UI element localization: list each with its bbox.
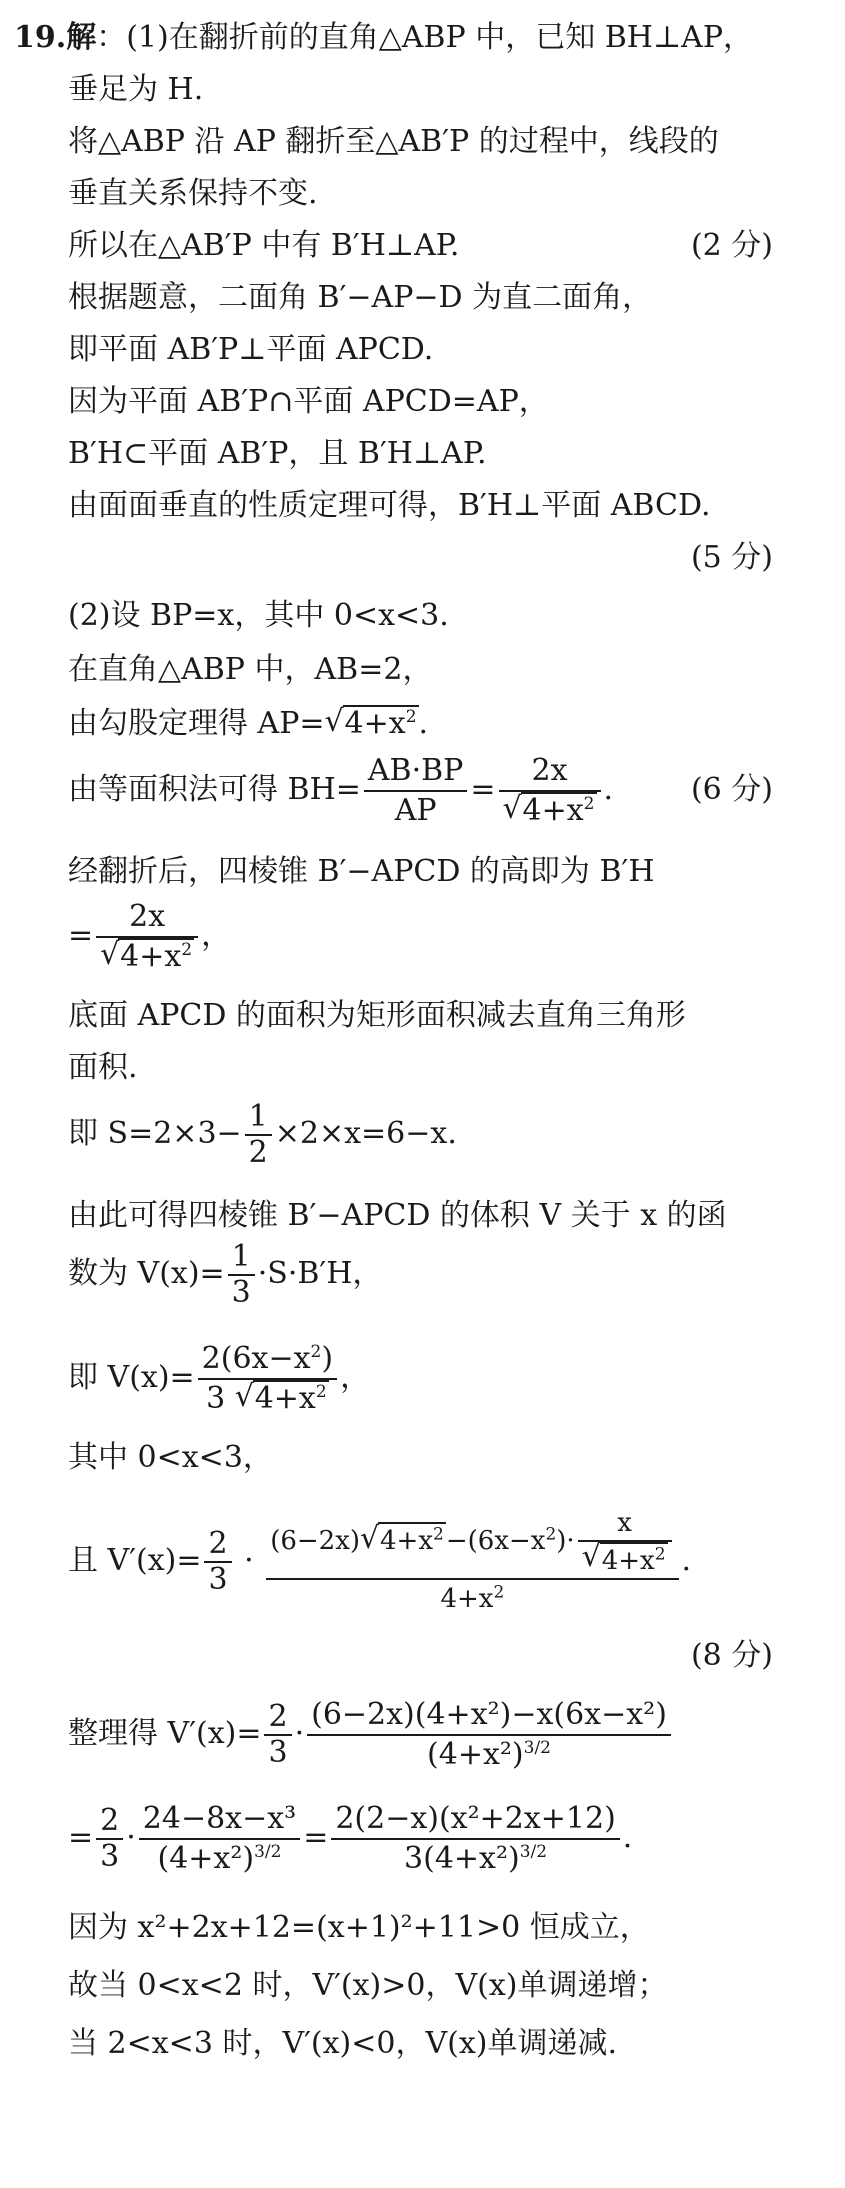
text: 整理得 V′(x)= [68, 1716, 262, 1751]
denominator-coefficient: 3 [206, 1381, 226, 1416]
text: 即 S=2×3− [68, 1116, 242, 1151]
denominator: (4+x²) [157, 1841, 255, 1876]
denominator: 3 [268, 1735, 288, 1770]
sqrt-expression: √ $4+x^2$ [100, 938, 194, 976]
text: 所以在△AB′P 中有 B′H⊥AP. [68, 228, 460, 263]
height-formula-line: = 2x √ $4+x^2$ ， [68, 898, 773, 978]
denominator: 4+x [440, 1584, 494, 1614]
equals: = [68, 918, 94, 953]
area-formula-line [68, 1100, 773, 1180]
radicand: 4+x [254, 1381, 316, 1416]
exponent: 3/2 [519, 1842, 548, 1862]
text-line: 由此可得四棱锥 B′−APCD 的体积 V 关于 x 的函 [68, 1198, 727, 1233]
text-line: 因为 x²+2x+12=(x+1)²+11>0 恒成立， [68, 1910, 650, 1945]
text-line: 垂足为 H. [68, 72, 204, 107]
text-line: B′H⊂平面 AB′P，且 B′H⊥AP. [68, 436, 487, 471]
numerator: 24−8x−x³ [139, 1800, 300, 1840]
radicand: 4+x [120, 939, 182, 974]
fraction [96, 898, 198, 976]
fraction: $\frac{2(6x-x^2)}{3 √ 4+x^2}$ [198, 1340, 337, 1418]
ap-formula-line: 由勾股定理得 AP=√ $4+x^2$. [68, 704, 773, 744]
text-line: 因为平面 AB′P∩平面 APCD=AP， [68, 384, 549, 419]
numerator: x [578, 1506, 672, 1542]
text-line: 在直角△ABP 中，AB=2， [68, 652, 433, 687]
denominator: 3 [208, 1562, 228, 1597]
text-line: 根据题意，二面角 B′−AP−D 为直二面角， [68, 280, 653, 315]
fraction [228, 1240, 255, 1310]
final-formula-line: = $\frac{2}{3}$ · $\frac{\text{24−8x−x³}}{(4+x^2)^{3/2}}$ = $\frac{\text{2(2−x)(x²+2x+12)}}{3(4+x^2)^{3/2}}$ . [68, 1801, 633, 1876]
derivative-formula-line: 且 V′(x)= $\frac{2}{3}$ · (6−2x)√ $4+x^2-(6x-x^2)\cdot$ x √ $4+x^2$ $4+x^2$ . [68, 1506, 773, 1616]
numerator: AB·BP [364, 752, 467, 792]
exponent: 3/2 [254, 1842, 282, 1862]
text: (6−2x) [270, 1526, 361, 1556]
sqrt-expression: √ $4+x^2$ [235, 1380, 329, 1418]
solution-label: 解 [66, 20, 97, 55]
text: 即 V(x)= [68, 1360, 195, 1395]
text-line: 当 2<x<3 时，V′(x)<0，V(x)单调递减. [68, 2026, 617, 2061]
denominator: 3 [100, 1839, 120, 1874]
problem-heading-line [14, 18, 773, 58]
radicand: 4+x [380, 1526, 434, 1556]
denominator: 3 [231, 1275, 251, 1310]
numerator: (6−2x)(4+x²)−x(6x−x²) [307, 1696, 671, 1736]
text-line: ：(1)在翻折前的直角△ABP 中，已知 BH⊥AP， [96, 20, 754, 55]
v-formula-line: 即 V(x)= $\frac{2(6x-x^2)}{3 √ 4+x^2}$ ， [68, 1340, 773, 1420]
volume-formula-line [68, 1240, 773, 1320]
problem-number: 19. [14, 20, 67, 55]
text: −(6x−x [445, 1526, 546, 1556]
bh-formula-line: 由等面积法可得 BH= $\frac{AB\cdot BP}{AP}$ = 2x √ $4+x^2$ . (6 分) [68, 752, 773, 832]
fraction [264, 1700, 291, 1770]
denominator: (4+x²) [427, 1737, 524, 1772]
denominator: 3(4+x²) [404, 1841, 520, 1876]
numerator: 2 [264, 1700, 291, 1736]
radicand: 4+x [344, 706, 406, 741]
score-badge: (6 分) [690, 772, 773, 807]
text: ×2×x=6−x. [274, 1116, 457, 1151]
numerator: 2x [96, 898, 198, 938]
score-badge: (2 分) [690, 228, 773, 263]
score-badge: (8 分) [690, 1638, 773, 1673]
text-line: 其中 0<x<3， [68, 1440, 273, 1475]
fraction [245, 1100, 272, 1170]
text-line-with-score [68, 226, 773, 266]
radicand: 4+x [522, 793, 584, 828]
text: 由等面积法可得 BH= [68, 772, 361, 807]
sqrt-expression: √ $4+x^2$ [325, 704, 419, 744]
equals: = [303, 1820, 329, 1855]
numerator: 1 [228, 1240, 255, 1276]
numerator: 2 [96, 1804, 123, 1840]
text-line: 由面面垂直的性质定理可得，B′H⊥平面 ABCD. [68, 488, 711, 523]
text-line: 底面 APCD 的面积为矩形面积减去直角三角形 [68, 998, 686, 1033]
fraction [96, 1804, 123, 1874]
fraction: x √ $4+x^2$ [578, 1506, 672, 1578]
sqrt-expression: √ $4+x^2$ [503, 792, 597, 830]
score-badge: (5 分) [690, 540, 773, 575]
denominator: AP [394, 793, 437, 828]
equals: = [470, 772, 496, 807]
numerator: 2 [204, 1527, 231, 1563]
equals: = [68, 1820, 94, 1855]
text: 且 V′(x)= [68, 1543, 202, 1578]
text: ·S·B′H， [257, 1256, 383, 1291]
denominator: 2 [248, 1135, 268, 1170]
fraction [331, 1800, 619, 1878]
numerator: 2(2−x)(x²+2x+12) [331, 1800, 619, 1840]
numerator: 1 [245, 1100, 272, 1136]
text-line: (2)设 BP=x，其中 0<x<3. [68, 598, 449, 633]
text-line: 即平面 AB′P⊥平面 APCD. [68, 332, 434, 367]
text: )· [556, 1526, 575, 1556]
text-line: 故当 0<x<2 时，V′(x)>0，V(x)单调递增； [68, 1968, 668, 2003]
text-line: 面积. [68, 1050, 138, 1085]
simplify-formula-line: 整理得 V′(x)= $\frac{2}{3}$ · $\frac{\text{(6−2x)(4+x²)−x(6x−x²)}}{(4+x^2)^{3/2}}$ [68, 1696, 773, 1776]
fraction [204, 1527, 231, 1597]
exponent: 3/2 [523, 1738, 551, 1758]
fraction [307, 1696, 671, 1774]
text-line: 垂直关系保持不变. [68, 176, 318, 211]
fraction [364, 752, 467, 830]
text-line: 将△ABP 沿 AP 翻折至△AB′P 的过程中，线段的 [68, 124, 719, 159]
fraction [499, 752, 601, 830]
numerator: 2(6x−x [201, 1341, 311, 1376]
fraction: (6−2x)√ $4+x^2-(6x-x^2)\cdot$ x √ $4+x^2$ $4+x^2$ [266, 1506, 678, 1618]
text-line: 经翻折后，四棱锥 B′−APCD 的高即为 B′H [68, 854, 655, 889]
numerator: 2x [499, 752, 601, 792]
text: 数为 V(x)= [68, 1256, 225, 1291]
fraction [139, 1800, 300, 1878]
text: 由勾股定理得 AP= [68, 706, 325, 741]
radicand: 4+x [601, 1546, 655, 1576]
